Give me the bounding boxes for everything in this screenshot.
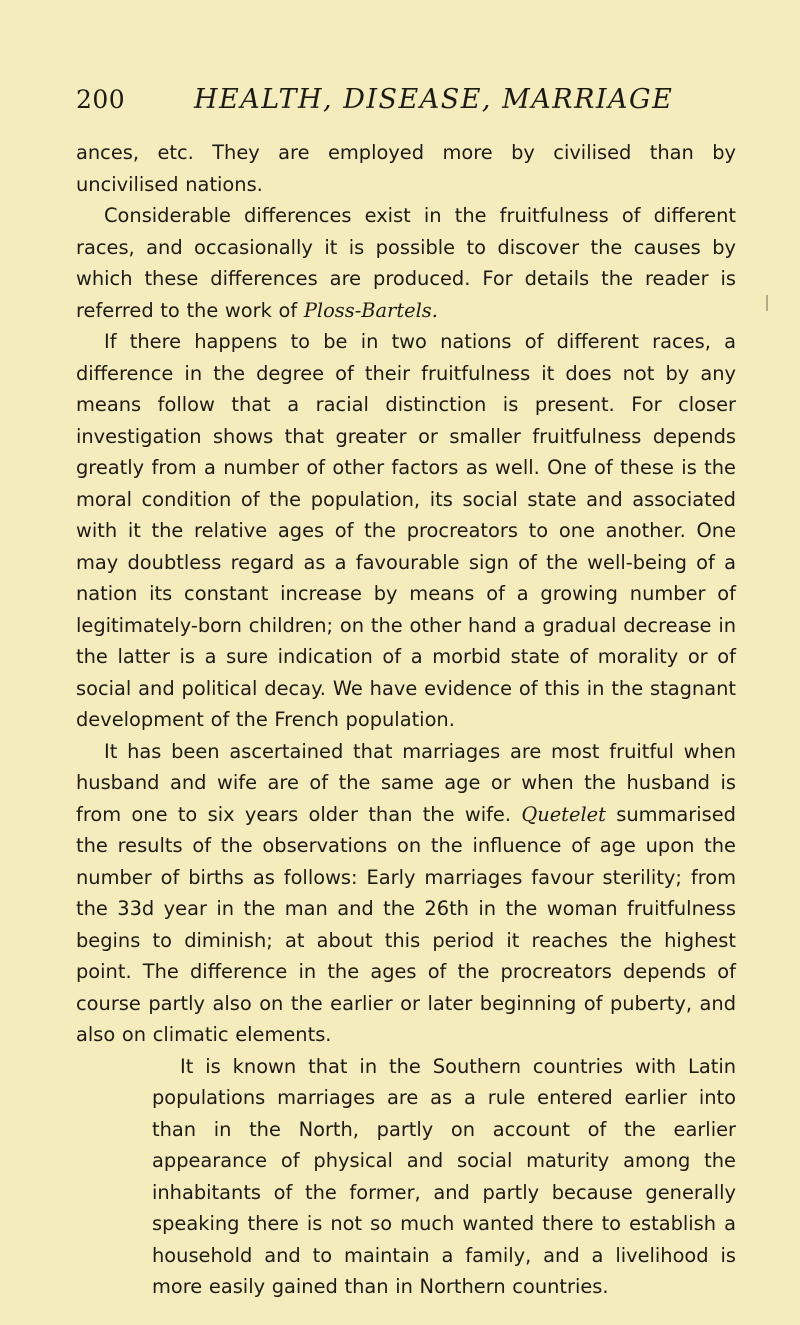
paragraph-2	[76, 200, 736, 326]
paragraph-4	[76, 736, 736, 1051]
page-header	[76, 84, 726, 124]
paragraph-1: ances, etc. They are employed more by civilised than by uncivilised nations.	[76, 141, 736, 196]
paragraph-4-text-a: It has been ascertained that marriages are most fruitful when husband and wife are of the same age or when the husband is from one to six years older than the wife.	[76, 739, 736, 826]
paragraph-4-text-b: summarised the results of the observations on the influence of age upon the number of births as follows: Early marriages favour sterility; from the 33d year in the man and the 26th in the woman fruitfulness begins to diminish; at about this period it reaches the highest point. The difference in the ages of the procreators depends of course partly also on the earlier or later beginning of puberty, and also on climatic elements.	[76, 802, 736, 1046]
margin-mark	[766, 295, 768, 311]
reference-ploss-bartels: Ploss-Bartels.	[303, 298, 438, 322]
body-text	[76, 137, 736, 1303]
paragraph-2-text: Considerable differences exist in the fruitfulness of different races, and occasionally it is possible to discover the causes by which these differences are produced. For details the reader is referred to the work of	[76, 204, 736, 322]
reference-quetelet: Quetelet	[521, 802, 606, 826]
page-number: 200	[76, 85, 126, 114]
running-title: HEALTH, DISEASE, MARRIAGE	[194, 84, 674, 115]
paragraph-3: If there happens to be in two nations of different races, a difference in the degree of their fruitfulness it does not by any means follow that a racial distinction is present. For closer investigation shows that greater or smaller fruitfulness depends greatly from a number of other factors as well. One of these is the moral condition of the population, its social state and associated with it the relative ages of the procreators to one another. One may doubtless regard as a favourable sign of the well-being of a nation its constant increase by means of a growing number of legitimately-born children; on the other hand a gradual decrease in the latter is a sure indication of a morbid state of morality or of social and political decay. We have evidence of this in the stagnant development of the French population.	[76, 330, 736, 731]
paragraph-5: It is known that in the Southern countries with Latin populations marriages are as a rule entered earlier into than in the North, partly on account of the earlier appearance of physical and social maturity among the inhabitants of the former, and partly because generally speaking there is not so much wanted there to establish a household and to maintain a family, and a livelihood is more easily gained than in Northern countries.	[152, 1054, 736, 1298]
